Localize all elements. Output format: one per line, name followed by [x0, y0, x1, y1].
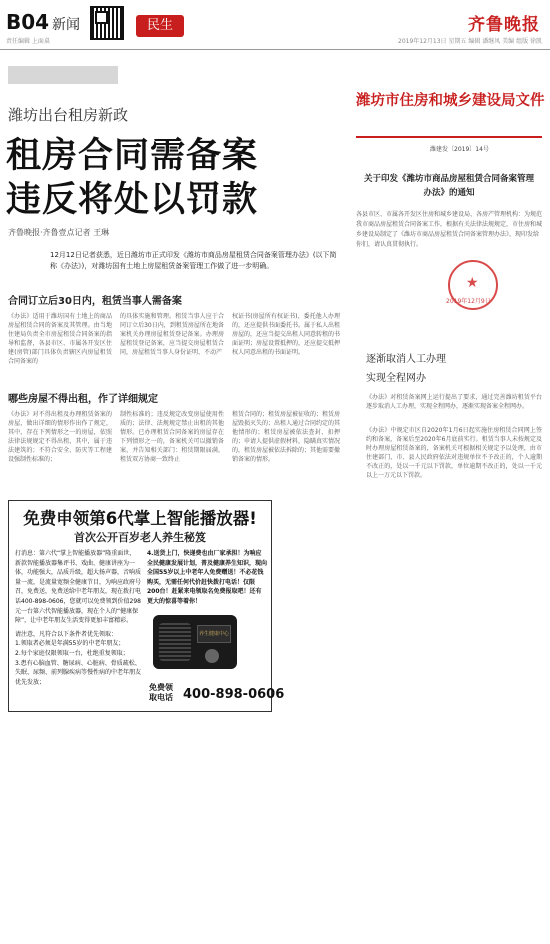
date-line: 2019年12月13日 星期五 编辑 潘继凤 美编 组版 徐凯: [398, 38, 542, 45]
ad-left-column: [15, 549, 141, 687]
document-subject: 关于印发《潍坊市商品房屋租赁合同备案管理办法》的通知: [363, 174, 534, 198]
advertisement: [8, 500, 285, 712]
ad-requirement-3: 3.患有心脑血管、糖尿病、心脏病、骨质疏松、失眠、尿频、前列腺疾病等慢性病的中老年朋友优先发放；: [15, 659, 142, 686]
document-title: 潍坊市住房和城乡建设局文件: [356, 92, 545, 109]
document-number: 潍建发〔2019〕14号: [430, 146, 489, 153]
lead-paragraph: 12月12日记者获悉，近日潍坊市正式印发《潍坊市商品房屋租赁合同备案管理办法》(以下简称《办法》)，对潍坊国有土地上房屋租赁备案管理工作做了进一步明确。: [50, 251, 337, 270]
right-paragraph-2: 《办法》中规定市区自2020年1月6日起实施住房租赁合同网上签约和备案，备案后至2020年6月底前实行。租赁当事人未按规定及时办理房屋租赁备案的，备案机关可根据相关规定予以处理，由市住建部门、市、县人民政府依法对违规单位不予改正的，个人逾期不改正的，处以一千元以下罚款，单位逾期不改正的，处以一千元以上一万元以下罚款。: [366, 427, 542, 479]
radio-knob: [205, 649, 219, 663]
headline-line-2: 违反将处以罚款: [6, 180, 259, 220]
ad-requirements-title: 请注意，凡符合以下条件者优先领取：: [15, 630, 118, 638]
body-column-2b: 制性标准的；违反规定改变房屋使用性质的；法律、法规规定禁止出租的其他情形。已办理租赁合同备案的房屋存在下列情形之一的，备案机关可以撤销备案，并告知相关部门：租赁期限届满，租赁双方协商一致终止: [120, 411, 224, 463]
radio-player-image: [153, 615, 237, 669]
page-masthead: [0, 0, 550, 50]
sub-heading-2: 哪些房屋不得出租，作了详细规定: [8, 394, 158, 405]
qr-code-icon: [90, 6, 124, 40]
section-tag: 民生: [136, 15, 184, 37]
article-kicker: 潍坊出台租房新政: [8, 106, 129, 124]
right-paragraph-1: 《办法》对租赁备案网上运行提出了要求，通过完善潍坊租赁平台逐步取消人工办理，实现全程网办，逐渐实现备案全程网办。: [366, 394, 542, 410]
ad-intro-text: 打消息：第六代“掌上智能播放器”隆重面世，新款智能播放器集评书、戏曲、健康讲座为一体，功能强大，品质升级，超大扬声器，音响质量一流，是流量宽频全健康节目，为响应政府号召，免费送，免费送给中老年朋友，现在拨打电话400-898-0606，您就可以免费领到价值298元一台第六代智能播放器，现在个人的“健康保障”，让中老年朋友生活变得更加丰富精彩。: [15, 550, 142, 625]
document-body: 各县市区、市属各开发区住房和城乡建设局、各房产管理机构：为规范我市商品房屋租赁合同备案工作，根据有关法律法规规定，市住房和城乡建设局制定了《潍坊市商品房屋租赁合同备案管理办法》，现印发给你们，请认真贯彻执行。: [356, 211, 543, 248]
body-column-2c: 租赁合同的；租赁房屋被征收的；租赁房屋毁损灭失的；出租人通过合同约定的其他情形的；租赁房屋被依法查封、扣押的；申请人提供虚假材料，隐瞒真实情况的，租赁房屋被依法拆除的；其他需要撤销备案的情形。: [232, 411, 341, 463]
body-column-1b: 的具体实施和管理。租赁当事人应于合同订立后30日内，到租赁房屋所在地备案机关办理房屋租赁登记备案。办理房屋租赁登记备案，应当提交房屋租赁合同，房屋租赁当事人身份证明、不动产: [120, 313, 224, 356]
seal-date: 2019年12月9日: [446, 298, 491, 305]
right-heading-2: 实现全程网办: [366, 373, 426, 384]
ad-requirement-2: 2.每个家庭仅限领取一台，杜绝重复领取；: [15, 649, 129, 657]
ad-subtitle: 首次公开百岁老人养生秘笈: [74, 531, 206, 544]
ad-requirement-1: 1.领取者必须是年满55岁的中老年朋友；: [15, 640, 125, 648]
ad-phone-number: 400-898-0606: [183, 687, 285, 702]
body-column-2a: 《办法》对不得出租及办理租赁备案的房屋，做出详细的情形作出作了规定，其中，存在下列情形之一的房屋，依照法律法规规定不得出租，其中，属于违法建筑的；不符合安全、防灾等工程建设强制性标准的；: [8, 411, 112, 463]
body-column-1a: 《办法》适用于潍坊国有土地上的商品房屋租赁合同的备案及其管理。由当地住建局负责全市房屋租赁合同备案的指导和监督，各县市区、市属各开发区住建(房管)部门具体负责辖区内房屋租赁合同备案的: [8, 313, 112, 365]
editor-line: 责任编辑 上面桌: [6, 38, 50, 45]
ad-phone-label: 免费领取电话: [149, 683, 173, 702]
headline-line-1: 租房合同需备案: [6, 136, 259, 176]
sub-heading-1: 合同订立后30日内，租赁当事人需备案: [8, 296, 182, 307]
section-name: 新闻: [52, 17, 80, 33]
document-red-rule: [356, 136, 542, 138]
ad-title: 免费申领第6代掌上智能播放器!: [23, 509, 257, 528]
byline: 齐鲁晚报·齐鲁壹点记者 王琳: [8, 228, 110, 237]
right-heading-1: 逐渐取消人工办理: [366, 354, 446, 365]
speaker-grille: [159, 623, 191, 661]
radio-screen-label: 养生健康中心: [197, 625, 231, 643]
page-number: B04: [6, 10, 50, 34]
body-column-1c: 权证书(房屋所有权证书)、委托他人办理的，还应提供书面委托书。属于私人出租房屋的，还应当提交出租人同意转租的书面证明；房屋设置抵押的，还应提交抵押权人同意出租的书面证明。: [232, 313, 341, 356]
ad-right-text: 4.送货上门，快递费也由厂家承担！为响应全民健康发展计划，普及健康养生知识，现向全国55岁以上中老年人免费赠送！不必花钱购买，无需任何代价赶快拨打电话！仅限200台！赶紧来电领取名免费报取吧！还有更大的惊喜等着你！: [147, 550, 268, 605]
newspaper-logo: 齐鲁晚报: [468, 15, 540, 35]
decorative-band: [8, 66, 118, 84]
